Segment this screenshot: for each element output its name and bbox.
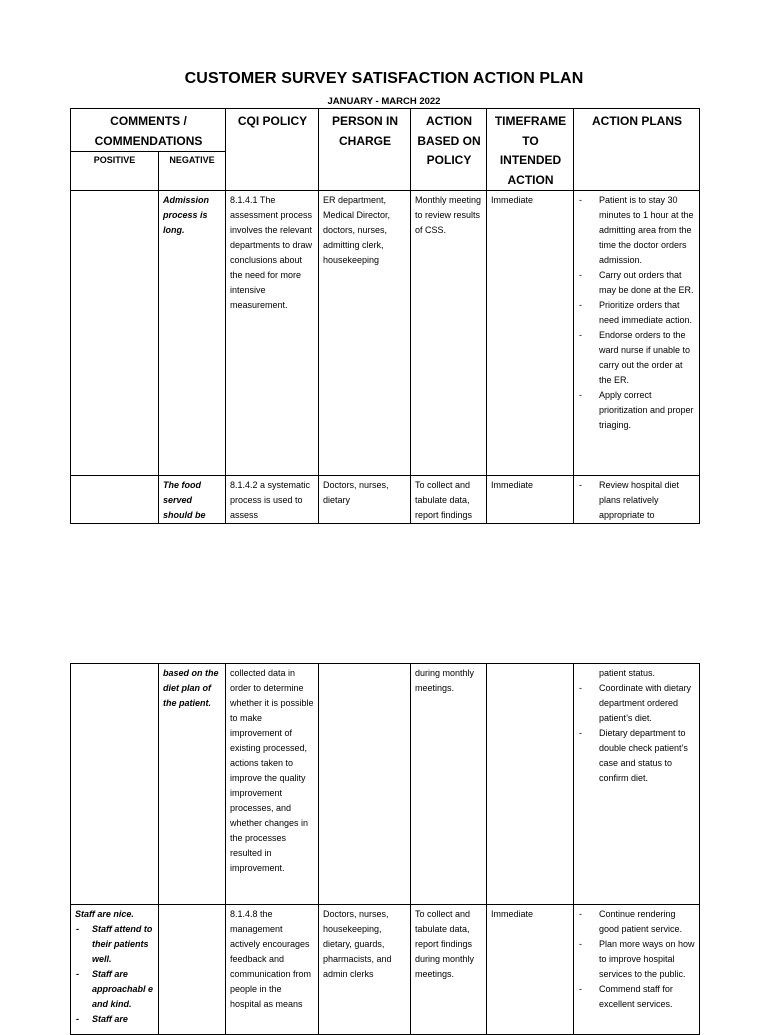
list-item: - Carry out orders that may be done at the ER. [578,268,696,298]
list-item: - Commend staff for excellent services. [578,982,696,1012]
list-item: - Staff are approachabl e and kind. [75,967,155,1012]
row1-action: Monthly meeting to review results of CSS. [411,191,487,476]
list-item: - Dietary department to double check patient’s case and status to confirm diet. [578,726,696,786]
header-action-based-on-policy: ACTION BASED ON POLICY [411,109,487,191]
action-plan-table-page1 [70,108,700,524]
positive-heading: Staff are nice. [75,909,134,919]
row1-positive [71,191,159,476]
list-item: - Staff attend to their patients well. [75,922,155,967]
row2b-action-plans [574,664,700,905]
list-item: - Staff are [75,1012,155,1027]
header-timeframe: TIMEFRAME TO INTENDED ACTION [487,109,574,191]
row3-cqi-policy: 8.1.4.8 the management actively encourages feedback and communication from people in the hospital as means [226,905,319,1035]
header-cqi-policy: CQI POLICY [226,109,319,191]
header-person-in-charge: PERSON IN CHARGE [319,109,411,191]
list-item: - Endorse orders to the ward nurse if unable to carry out the order at the ER. [578,328,696,388]
row2b-negative: based on the diet plan of the patient. [159,664,226,905]
row3-action-plans [574,905,700,1035]
row2b-person-in-charge [319,664,411,905]
row3-timeframe: Immediate [487,905,574,1035]
list-item: - Coordinate with dietary department ordered patient’s diet. [578,681,696,726]
row2-negative: The food served should be [159,476,226,524]
row2b-cqi-policy: collected data in order to determine whether it is possible to make improvement of existing processed, actions taken to improve the quality improvement processes, and whether changes in the processes resulted in improvement. [226,664,319,905]
row1-timeframe: Immediate [487,191,574,476]
row2-timeframe: Immediate [487,476,574,524]
list-item: - Plan more ways on how to improve hospital services to the public. [578,937,696,982]
plan-continued-text: patient status. [599,668,656,678]
list-item: - Patient is to stay 30 minutes to 1 hour at the admitting area from the time the doctor orders admission. [578,193,696,268]
row1-cqi-policy: 8.1.4.1 The assessment process involves the relevant departments to draw conclusions about the need for more intensive measurement. [226,191,319,476]
row2-cqi-policy: 8.1.4.2 a systematic process is used to assess [226,476,319,524]
header-comments: COMMENTS / COMMENDATIONS [71,109,226,152]
row1-person-in-charge: ER department, Medical Director, doctors, nurses, admitting clerk, housekeeping [319,191,411,476]
row3-negative [159,905,226,1035]
list-item: - Apply correct prioritization and proper triaging. [578,388,696,433]
header-negative: NEGATIVE [159,152,226,191]
header-positive: POSITIVE [71,152,159,191]
row1-action-plans [574,191,700,476]
list-item: - Continue rendering good patient service. [578,907,696,937]
row2-positive [71,476,159,524]
row1-negative: Admission process is long. [159,191,226,476]
row2-action-plans [574,476,700,524]
document-title: CUSTOMER SURVEY SATISFACTION ACTION PLAN [184,70,584,87]
document-subtitle: JANUARY - MARCH 2022 [327,96,441,107]
action-plan-table-page2 [70,663,700,1035]
row2b-action: during monthly meetings. [411,664,487,905]
row2-person-in-charge: Doctors, nurses, dietary [319,476,411,524]
row2-action: To collect and tabulate data, report findings [411,476,487,524]
row3-action: To collect and tabulate data, report findings during monthly meetings. [411,905,487,1035]
row3-positive [71,905,159,1035]
row2b-positive [71,664,159,905]
list-item: - Review hospital diet plans relatively appropriate to [578,478,696,523]
list-item: - Prioritize orders that need immediate action. [578,298,696,328]
row2b-timeframe [487,664,574,905]
row3-person-in-charge: Doctors, nurses, housekeeping, dietary, guards, pharmacists, and admin clerks [319,905,411,1035]
header-action-plans: ACTION PLANS [574,109,700,191]
